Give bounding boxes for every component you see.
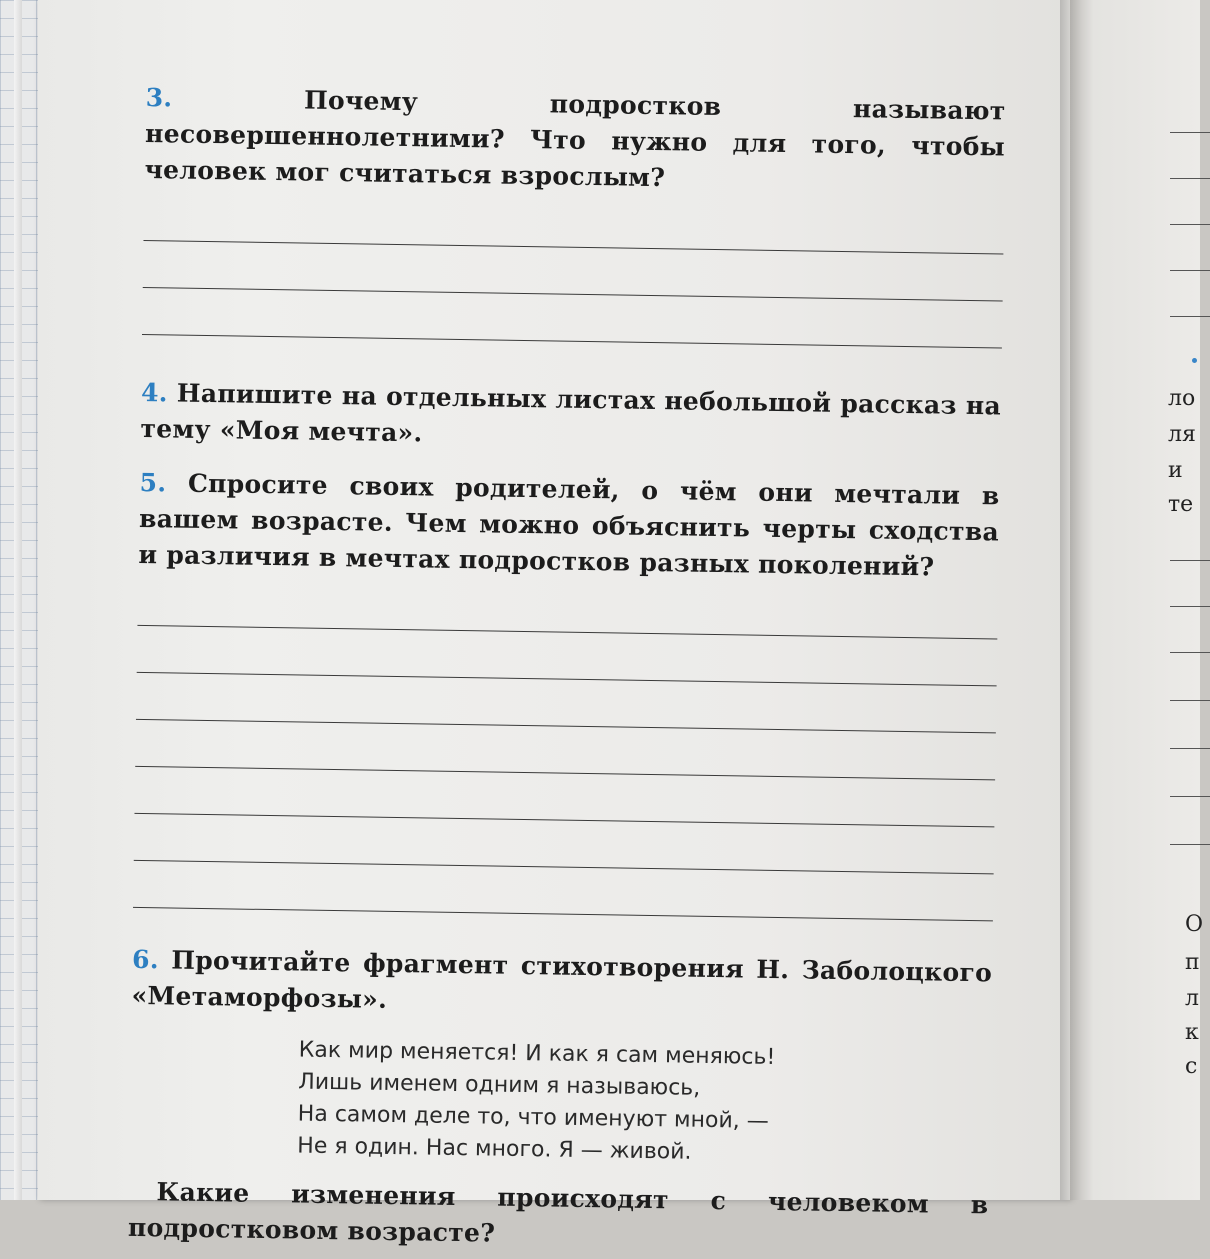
answer-line[interactable] (142, 334, 1002, 349)
answer-line[interactable] (134, 813, 994, 828)
facing-page-text: к (1185, 1020, 1199, 1045)
book-gutter (1060, 0, 1082, 1200)
task-question: Почему подростков называют несовершеннолетними? Что нужно для того, чтобы человек мог считаться взрослым? (144, 85, 1006, 193)
facing-page-line (1170, 178, 1210, 179)
facing-page-line (1170, 700, 1210, 701)
task-number: 5. (139, 467, 167, 498)
task-question: Прочитайте фрагмент стихотворения Н. Заболоцкого «Метаморфозы». (131, 945, 993, 1014)
final-question (128, 1174, 989, 1259)
facing-page-line (1170, 844, 1210, 845)
facing-page-line (1170, 796, 1210, 797)
answer-line[interactable] (143, 240, 1003, 255)
task-number: 4. (140, 377, 169, 408)
task-number: 3. (145, 82, 173, 113)
facing-page-text: с (1185, 1054, 1198, 1079)
task-6-text (131, 942, 992, 1027)
facing-page-text: О (1185, 912, 1204, 937)
task-5-text (138, 465, 1000, 586)
facing-page-line (1170, 270, 1210, 271)
task-4 (140, 375, 1001, 460)
facing-page-line (1170, 224, 1210, 225)
task-question: Спросите своих родителей, о чём они мечтали в вашем возрасте. Чем можно объяснить черты сходства и различия в мечтах подростков разных поколений? (138, 468, 1000, 582)
answer-line[interactable] (143, 287, 1003, 302)
task-5 (133, 465, 1000, 921)
facing-page-text: и (1168, 458, 1183, 483)
task-4-text (140, 375, 1001, 460)
poem-line: На самом деле то, что именуют мной, — (297, 1101, 769, 1134)
facing-page (1070, 0, 1204, 1200)
facing-page-line (1170, 316, 1210, 317)
poem-line: Не я один. Нас много. Я — живой. (297, 1133, 692, 1165)
facing-page-text: л (1185, 986, 1199, 1011)
answer-line[interactable] (135, 766, 995, 781)
poem-fragment (297, 1035, 991, 1174)
facing-page-line (1170, 132, 1210, 133)
answer-line[interactable] (133, 907, 993, 922)
facing-page-line (1170, 560, 1210, 561)
facing-page-line (1170, 748, 1210, 749)
notebook-edge (14, 0, 22, 1200)
poem-line: Лишь именем одним я называюсь, (298, 1069, 701, 1101)
task-number: 6. (131, 944, 160, 975)
task-6 (128, 942, 993, 1259)
task-3 (142, 80, 1006, 348)
facing-page-marker (1192, 358, 1197, 363)
task-question: Напишите на отдельных листах небольшой рассказ на тему «Моя мечта». (140, 378, 1002, 448)
facing-page-text: те (1168, 492, 1194, 517)
facing-page-line (1170, 652, 1210, 653)
answer-line[interactable] (137, 672, 997, 687)
answer-line[interactable] (137, 625, 997, 640)
page-content (128, 80, 1006, 1259)
facing-page-text: ля (1168, 422, 1196, 447)
facing-page-text: ло (1168, 386, 1196, 411)
poem-line: Как мир меняется! И как я сам меняюсь! (298, 1037, 776, 1071)
final-question-text: Какие изменения происходят с человеком в подростковом возрасте? (127, 1177, 989, 1248)
answer-line[interactable] (136, 719, 996, 734)
task-3-text (144, 80, 1006, 201)
facing-page-text: п (1185, 950, 1200, 975)
facing-page-line (1170, 606, 1210, 607)
answer-line[interactable] (134, 860, 994, 875)
